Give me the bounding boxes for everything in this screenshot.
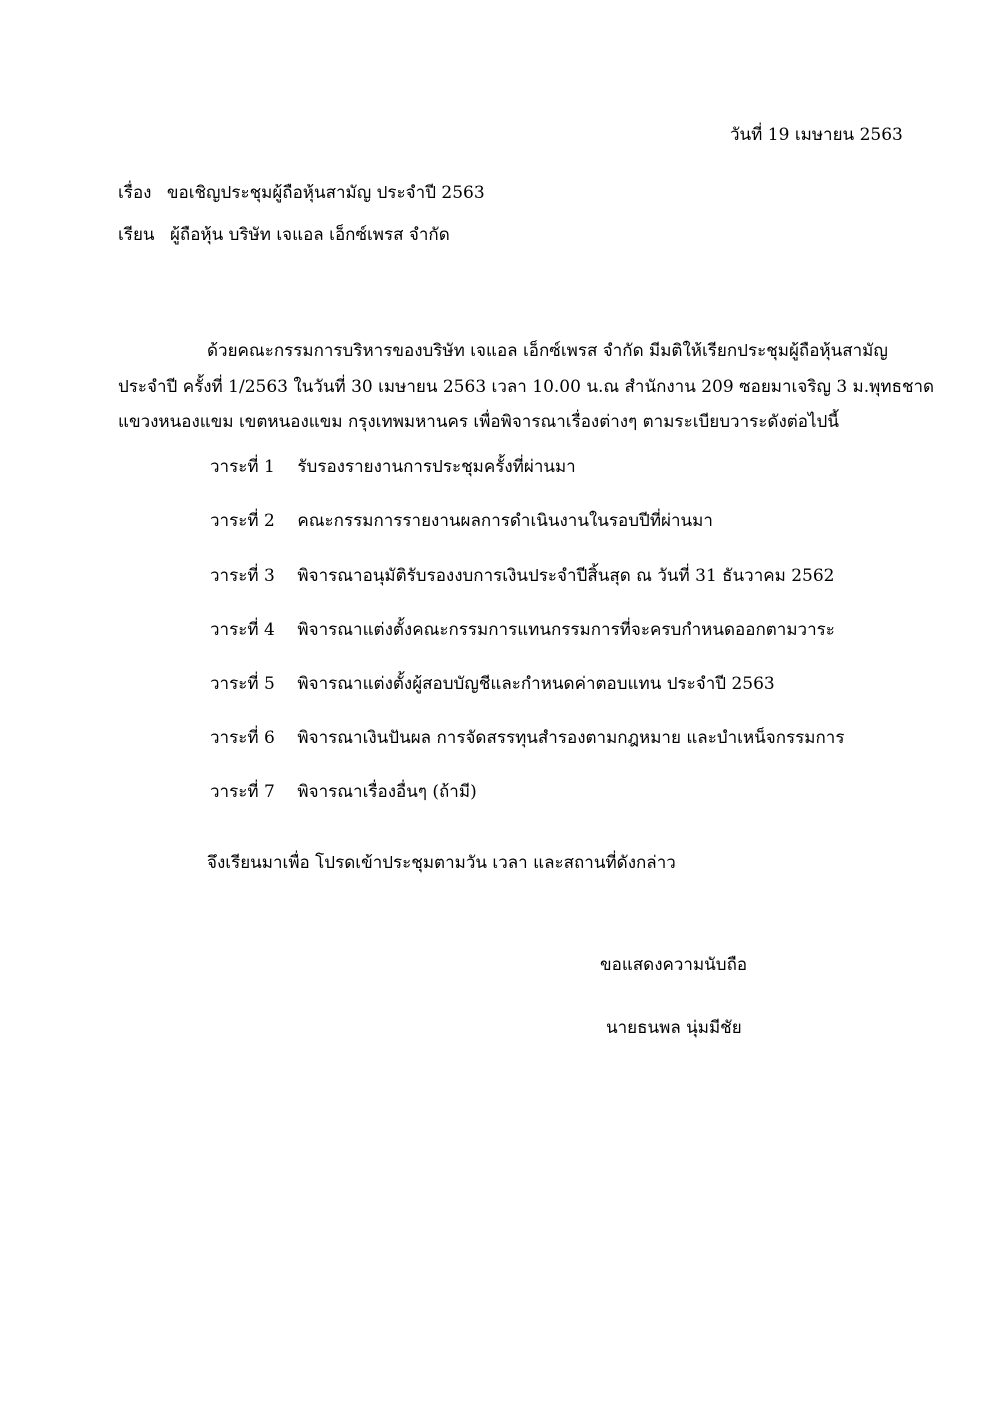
recipient-label: เรียน [118,225,155,245]
agenda-number: วาระที่ 2 [210,511,275,531]
agenda-number: วาระที่ 4 [210,620,275,640]
agenda-item [210,673,775,695]
agenda-number: วาระที่ 6 [210,728,275,748]
signer-name: นายธนพล นุ่มมีชัย [606,1018,742,1038]
agenda-text: พิจารณาแต่งตั้งคณะกรรมการแทนกรรมการที่จะครบกำหนดออกตามวาระ [297,620,835,640]
agenda-item [210,781,477,803]
agenda-item [210,727,845,749]
agenda-item [210,510,713,532]
subject-text: ขอเชิญประชุมผู้ถือหุ้นสามัญ ประจำปี 2563 [166,183,485,203]
body-line-1: ด้วยคณะกรรมการบริหารของบริษัท เจแอล เอ็กซ์เพรส จำกัด มีมติให้เรียกประชุมผู้ถือหุ้นสามัญ [207,341,888,361]
body-line-2: ประจำปี ครั้งที่ 1/2563 ในวันที่ 30 เมษายน 2563 เวลา 10.00 น.ณ สำนักงาน 209 ซอยมาเจริญ 3 ม.พุทธชาด [118,377,935,397]
agenda-text: คณะกรรมการรายงานผลการดำเนินงานในรอบปีที่ผ่านมา [297,511,713,531]
agenda-item [210,456,576,478]
agenda-text: พิจารณาแต่งตั้งผู้สอบบัญชีและกำหนดค่าตอบแทน ประจำปี 2563 [297,674,775,694]
agenda-number: วาระที่ 1 [210,457,275,477]
agenda-item [210,619,835,641]
recipient-line [118,224,450,246]
agenda-number: วาระที่ 3 [210,566,275,586]
agenda-text: พิจารณาเรื่องอื่นๆ (ถ้ามี) [297,782,477,802]
agenda-number: วาระที่ 7 [210,782,275,802]
recipient-text: ผู้ถือหุ้น บริษัท เจแอล เอ็กซ์เพรส จำกัด [169,225,450,245]
closing-sentence: จึงเรียนมาเพื่อ โปรดเข้าประชุมตามวัน เวลา และสถานที่ดังกล่าว [207,853,676,873]
agenda-text: รับรองรายงานการประชุมครั้งที่ผ่านมา [297,457,576,477]
body-line-3: แขวงหนองแขม เขตหนองแขม กรุงเทพมหานคร เพื่อพิจารณาเรื่องต่างๆ ตามระเบียบวาระดังต่อไปนี้ [118,412,839,432]
agenda-number: วาระที่ 5 [210,674,275,694]
agenda-text: พิจารณาอนุมัติรับรองงบการเงินประจำปีสิ้นสุด ณ วันที่ 31 ธันวาคม 2562 [297,566,835,586]
letter-date: วันที่ 19 เมษายน 2563 [730,125,903,145]
subject-label: เรื่อง [118,183,152,203]
agenda-item [210,565,835,587]
agenda-text: พิจารณาเงินปันผล การจัดสรรทุนสำรองตามกฎหมาย และบำเหน็จกรรมการ [297,728,845,748]
subject-line [118,182,485,204]
closing-regards: ขอแสดงความนับถือ [600,955,748,975]
